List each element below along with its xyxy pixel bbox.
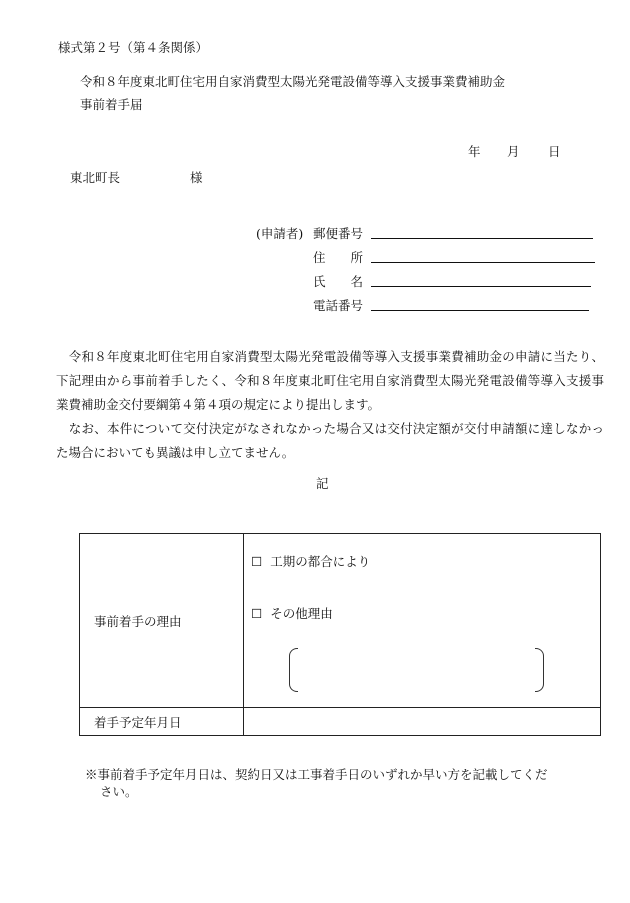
checkbox-other[interactable]: ☐ bbox=[251, 606, 263, 621]
date-row bbox=[80, 708, 601, 736]
addressee-name: 東北町長 bbox=[70, 170, 121, 185]
option-other[interactable] bbox=[251, 604, 333, 622]
note-line-2: さい。 bbox=[100, 784, 138, 799]
phone-label: 電話番号 bbox=[313, 298, 364, 313]
postal-code-label: 郵便番号 bbox=[313, 226, 364, 241]
note-line-1: ※事前着手予定年月日は、契約日又は工事着手日のいずれか早い方を記載してくだ bbox=[85, 767, 548, 782]
body-paragraph-1: 令和８年度東北町住宅用自家消費型太陽光発電設備等導入支援事業費補助金の申請に当たり、下記理由から事前着手したく、令和８年度東北町住宅用自家消費型太陽光発電設備等導入支援事業費補助金交付要綱第４第４項の規定により提出します。 bbox=[56, 349, 604, 412]
phone-field[interactable] bbox=[371, 310, 589, 311]
reason-table bbox=[79, 533, 601, 736]
date-year: 年 bbox=[468, 144, 481, 159]
body-paragraph-2: なお、本件について交付決定がなされなかった場合又は交付決定額が交付申請額に達しなかった場合においても異議は申し立てません。 bbox=[56, 421, 604, 460]
start-date-label: 着手予定年月日 bbox=[80, 708, 244, 736]
other-reason-bracket-left bbox=[289, 648, 298, 692]
other-reason-bracket-right bbox=[535, 648, 544, 692]
postal-code-field[interactable] bbox=[371, 238, 593, 239]
date-month: 月 bbox=[507, 144, 520, 159]
name-label: 氏 名 bbox=[313, 274, 364, 289]
ki-heading: 記 bbox=[316, 476, 329, 491]
option-schedule[interactable] bbox=[251, 552, 370, 570]
name-field[interactable] bbox=[371, 286, 591, 287]
form-number: 様式第２号（第４条関係） bbox=[58, 40, 209, 55]
reason-label: 事前着手の理由 bbox=[80, 534, 244, 708]
date-day: 日 bbox=[548, 144, 561, 159]
title-line-1: 令和８年度東北町住宅用自家消費型太陽光発電設備等導入支援事業費補助金 bbox=[80, 74, 506, 89]
option-other-label: その他理由 bbox=[270, 606, 333, 621]
other-reason-field[interactable] bbox=[300, 650, 532, 688]
title-line-2: 事前着手届 bbox=[80, 97, 143, 112]
option-schedule-label: 工期の都合により bbox=[270, 554, 371, 569]
address-field[interactable] bbox=[371, 262, 595, 263]
addressee-honorific: 様 bbox=[190, 170, 203, 185]
applicant-label: (申請者) bbox=[256, 226, 304, 241]
start-date-field[interactable] bbox=[244, 708, 601, 736]
address-label: 住 所 bbox=[313, 250, 364, 265]
checkbox-schedule[interactable]: ☐ bbox=[251, 554, 263, 569]
